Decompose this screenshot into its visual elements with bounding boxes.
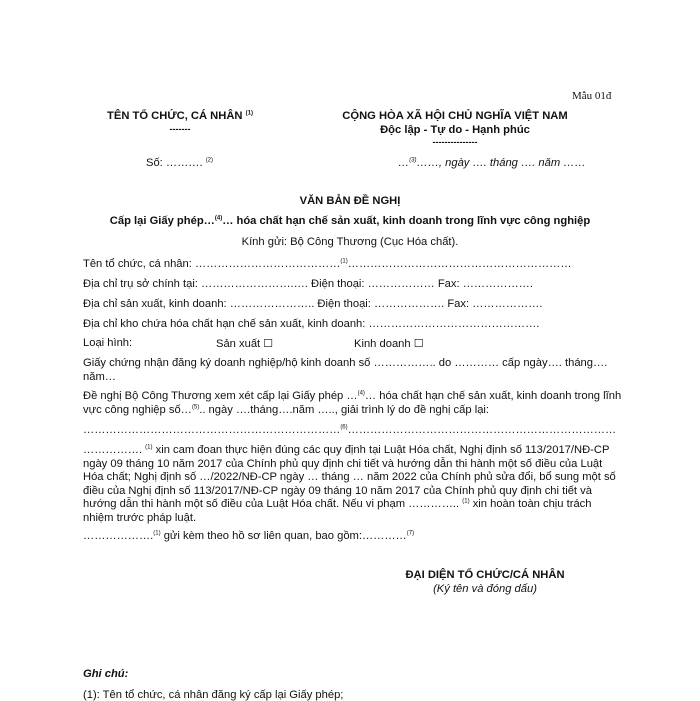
request-paragraph: [83, 390, 623, 417]
field-certificate: Giấy chứng nhận đăng ký doanh nghiệp/hộ kinh doanh số …………….. do ………… cấp ngày…. tháng…. năm…: [83, 357, 608, 383]
subtitle-note: (4): [214, 215, 223, 222]
nation-title: CỘNG HÒA XÃ HỘI CHỦ NGHĨA VIỆT NAM: [342, 110, 568, 122]
request-dots-b: ………………………………………………………………: [347, 424, 617, 436]
field-headquarters: Địa chỉ trụ sở chính tại: …………………….…. Điện thoại: ……………… Fax: ……………….: [83, 278, 533, 290]
date-prefix: …: [398, 157, 410, 169]
attachment-prefix: ……………….: [83, 530, 154, 542]
field-type-label: Loại hình:: [83, 337, 133, 349]
note-1: (1): Tên tổ chức, cá nhân đăng ký cấp lại Giấy phép;: [83, 689, 344, 701]
field-warehouse-address: Địa chỉ kho chứa hóa chất hạn chế sản xuất, kinh doanh: ……………………………………….: [83, 318, 540, 330]
commitment-prefix: …………….: [83, 444, 143, 456]
request-note-a: (4): [357, 390, 365, 397]
attachment-text: gửi kèm theo hồ sơ liên quan, bao gồm:…………: [163, 530, 407, 542]
commitment-text-a: xin cam đoan thực hiện đúng các quy định tại Luật Hóa chất, Nghị định số 113/2017/NĐ-CP ngày 09 tháng 10 năm 2017 của Chính phủ quy định chi tiết và hướng dẫn thi hành một số điều của Luật Hóa chất; Nghị định số …/2022/NĐ-CP ngày … tháng … năm 2022 của Chính phủ sửa đổi, bổ sung một số điều của Nghị định số 113/2017/NĐ-CP ngày 09 tháng 10 năm 2017 của Chính phủ quy định chi tiết và hướng dẫn thi hành một số điều của Luật Hóa chất. Nếu vi phạm …………..: [83, 444, 616, 510]
form-code: Mẫu 01đ: [572, 90, 612, 102]
subtitle-a: Cấp lại Giấy phép…: [109, 215, 215, 227]
commitment-paragraph: [83, 444, 623, 525]
request-c: .. ngày ….tháng….năm ….., giải trình lý do đề nghị cấp lại:: [199, 403, 490, 416]
request-note-b: (5): [191, 403, 200, 410]
recipient: Kính gửi: Bộ Công Thương (Cục Hóa chất).: [241, 236, 459, 248]
checkbox-production[interactable]: Sản xuất ☐: [216, 338, 274, 350]
subtitle-b: … hóa chất hạn chế sản xuất, kinh doanh trong lĩnh vực công nghiệp: [222, 215, 591, 227]
date-rest: ……, ngày …. tháng …. năm ……: [416, 157, 586, 169]
signature-title: ĐẠI DIỆN TỔ CHỨC/CÁ NHÂN: [405, 569, 565, 581]
attachment-note-a: (1): [153, 530, 161, 537]
document-title: VĂN BẢN ĐỀ NGHỊ: [299, 195, 401, 207]
nation-underline: ---------------: [432, 137, 478, 147]
org-name-note: (1): [340, 258, 348, 265]
request-reason-line: [83, 424, 616, 436]
attachment-line: [83, 530, 414, 542]
document-number-label: Số: ……….: [146, 157, 203, 169]
org-title-text: TÊN TỔ CHỨC, CÁ NHÂN: [107, 110, 243, 122]
commitment-note-a: (1): [145, 444, 153, 451]
field-org-name: [83, 258, 572, 270]
document-number-note: (2): [205, 157, 214, 164]
field-production-address: Địa chỉ sản xuất, kinh doanh: ………………….. Điện thoại: ………………. Fax: ……………….: [83, 298, 543, 310]
nation-motto: Độc lập - Tự do - Hạnh phúc: [380, 124, 530, 136]
org-name-a: Tên tổ chức, cá nhân: …………………………………: [83, 258, 341, 270]
org-name-b: ……………………………………………………: [347, 258, 572, 270]
commitment-text-b: xin hoàn toàn chịu trách nhiệm trước pháp luật.: [83, 498, 592, 524]
date-note: (3): [409, 157, 417, 164]
commitment-note-b: (1): [462, 498, 470, 505]
request-note-c: (6): [340, 424, 348, 431]
request-a: Đề nghị Bộ Công Thương xem xét cấp lại Giấy phép …: [83, 390, 358, 402]
checkbox-business[interactable]: Kinh doanh ☐: [354, 338, 424, 350]
org-title-note: (1): [245, 110, 253, 117]
document-subtitle: [0, 215, 700, 227]
org-title: [95, 110, 265, 122]
request-dots-a: ……………………………………………………………: [83, 424, 341, 436]
org-underline: -------: [169, 124, 191, 134]
request-b: … hóa chất hạn chế sản xuất, kinh doanh trong lĩnh vực công nghiệp số…: [83, 390, 622, 416]
document-date: [398, 157, 586, 169]
signature-hint: (Ký tên và đóng dấu): [433, 583, 537, 595]
attachment-note-b: (7): [406, 530, 415, 537]
document-number: [146, 157, 213, 169]
notes-heading: Ghi chú:: [83, 668, 129, 680]
